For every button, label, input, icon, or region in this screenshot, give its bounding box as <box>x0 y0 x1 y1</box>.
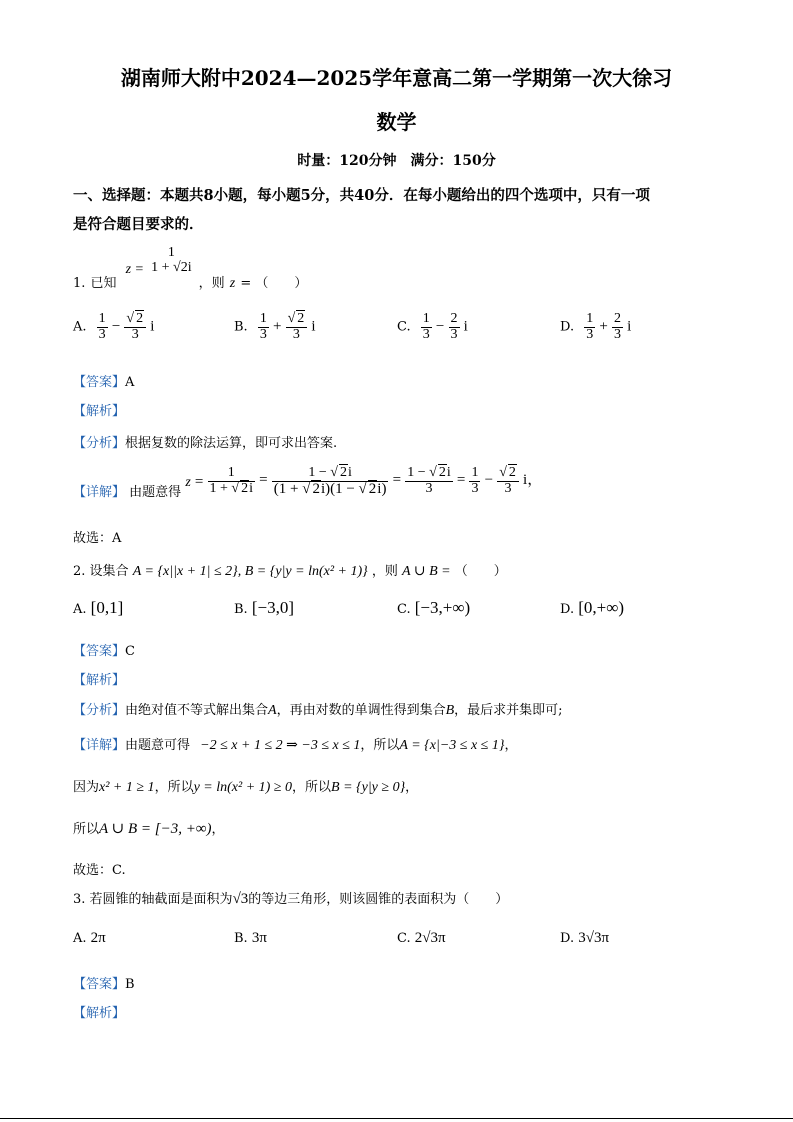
q1-conclusion: 故选：A <box>73 531 122 546</box>
q2-option-c: C. [−3,+∞) <box>397 598 471 617</box>
stem-text: = （ ） <box>240 276 308 292</box>
q3-option-c: C. 2√3π <box>397 930 446 946</box>
math-z: z = <box>125 262 145 278</box>
answer-tag: 【答案】 <box>73 375 126 390</box>
q1-fenxi: 【分析】根据复数的除法运算，即可求出答案. <box>73 436 338 451</box>
q1-option-c: C. $\frac{1}{3}$ − $\frac{2}{3}$ i <box>397 311 468 342</box>
q3-option-d: D. 3√3π <box>560 930 610 946</box>
q2-conclusion: 故选：C. <box>73 863 126 878</box>
q2-detail-line2: 因为x² + 1 ≥ 1，所以y = ln(x² + 1) ≥ 0，所以B = {y|y ≥ 0}， <box>73 780 419 795</box>
q1-analysis-tag: 【解析】 <box>73 404 126 419</box>
q2-detail-line3: 所以A ∪ B = [−3, +∞)， <box>73 821 225 837</box>
page-title: 湖南师大附中2024—2025学年意高二第一学期第一次大徐习 <box>120 66 673 90</box>
question-1-stem <box>73 242 308 292</box>
q1-option-b: B. $\frac{1}{3}$ + $\frac{√ 2}{3}$ i <box>234 311 316 342</box>
answer-value: A <box>125 375 135 390</box>
question-number: 1. <box>73 276 86 292</box>
fraction-1-over-1-plus-sqrt2i: 1 1 + √2i <box>151 245 192 275</box>
q2-option-b: B. [−3,0] <box>234 598 294 617</box>
q2-detail-line1: 【详解】由题意可得 −2 ≤ x + 1 ≤ 2 ⇒ −3 ≤ x ≤ 1，所以A = {x|−3 ≤ x ≤ 1}， <box>73 738 518 753</box>
stem-text: ，则 <box>198 276 225 292</box>
q2-fenxi: 【分析】由绝对值不等式解出集合A，再由对数的单调性得到集合B，最后求并集即可; <box>73 703 563 718</box>
subject-title: 数学 <box>376 110 417 134</box>
q2-analysis-tag: 【解析】 <box>73 673 126 688</box>
q1-detail: 【详解】 由题意得 z = $\frac{1}{1 + √ 2i}$ = $\frac{1 - √ 2i}{(1 + √ 2i)(1 - √ 2i)}$ = $\frac{1 - √ 2i}{3}$ = $\frac{1}{3}$ − $\frac{√ 2}{3}$ i， <box>73 465 543 500</box>
math-z-bar: z <box>229 276 236 292</box>
q2-option-a: A. [0,1] <box>73 598 124 617</box>
q2-option-d: D. [0,+∞) <box>560 598 625 617</box>
q1-option-a: A. $\frac{1}{3}$ − $\frac{√ 2}{3}$ i <box>73 311 155 342</box>
section-heading-line2: 是符合题目要求的． <box>73 216 204 233</box>
q1-answer <box>73 371 134 390</box>
section-heading-line1: 一、选择题：本题共8小题，每小题5分，共40分．在每小题给出的四个选项中，只有一项 <box>73 187 650 204</box>
q3-analysis-tag: 【解析】 <box>73 1006 126 1021</box>
question-3-stem: 3. 若圆锥的轴截面是面积为√3的等边三角形，则该圆锥的表面积为（ ） <box>73 891 509 907</box>
q3-option-b: B. 3π <box>234 930 267 946</box>
q2-answer: 【答案】C <box>73 644 135 659</box>
q1-option-d: D. $\frac{1}{3}$ + $\frac{2}{3}$ i <box>560 311 632 342</box>
q3-option-a: A. 2π <box>73 930 106 946</box>
question-2-stem: 2. 设集合 A = {x||x + 1| ≤ 2}, B = {y|y = ln(x² + 1)} ，则 A ∪ B = （ ） <box>73 564 507 579</box>
stem-text: 已知 <box>90 276 117 292</box>
page-bottom-rule <box>0 1118 793 1119</box>
time-info: 时量：120分钟 满分：150分 <box>297 153 496 169</box>
q3-answer: 【答案】B <box>73 977 135 992</box>
